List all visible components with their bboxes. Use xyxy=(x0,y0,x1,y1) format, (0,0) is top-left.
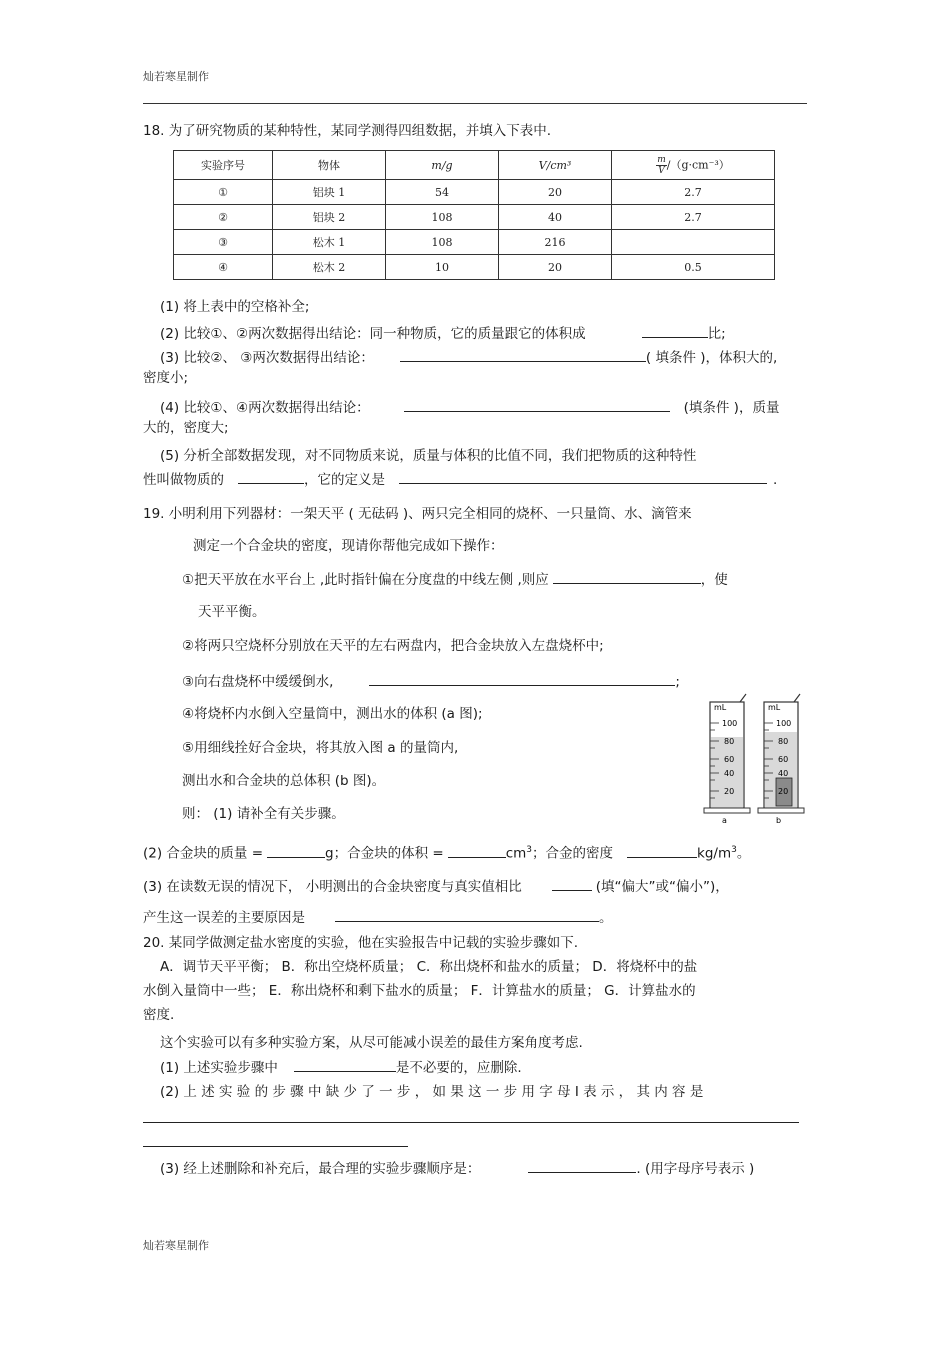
svg-text:20: 20 xyxy=(778,787,789,796)
table-row: ② 铝块 2 108 40 2.7 xyxy=(174,205,775,230)
answer-blank[interactable] xyxy=(238,469,304,484)
q18-part2: (2) 比较①、②两次数据得出结论：同一种物质，它的质量跟它的体积成 比; xyxy=(160,323,726,343)
q18-part5: (5) 分析全部数据发现，对不同物质来说，质量与体积的比值不同，我们把物质的这种特性 xyxy=(160,448,697,464)
answer-blank[interactable] xyxy=(627,843,697,858)
figure-label-a: a xyxy=(722,816,727,825)
answer-blank[interactable] xyxy=(267,843,325,858)
graduated-cylinders-figure xyxy=(700,690,808,825)
page-footer: 灿若寒星制作 xyxy=(143,1239,209,1252)
cylinder-a xyxy=(704,694,750,825)
q19-part2: (2) 合金块的质量 = g；合金块的体积 = $cm^3$；合金的密度 $kg/m^3$。 xyxy=(143,841,750,863)
answer-blank[interactable] xyxy=(404,397,670,412)
answer-blank[interactable] xyxy=(294,1057,396,1072)
svg-text:60: 60 xyxy=(724,755,735,764)
svg-text:mL: mL xyxy=(768,703,781,712)
q19-intro: 19. 小明利用下列器材：一架天平 ( 无砝码 )、两只完全相同的烧杯、一只量筒、水、滴管来 xyxy=(143,506,692,522)
svg-text:80: 80 xyxy=(724,737,735,746)
answer-line[interactable] xyxy=(143,1122,799,1123)
svg-text:40: 40 xyxy=(778,769,789,778)
header-rule xyxy=(143,103,807,104)
cylinder-b xyxy=(758,694,804,825)
q20-steps-line2: 水倒入量筒中一些； E．称出烧杯和剩下盐水的质量； F．计算盐水的质量； G．计算盐水的 xyxy=(143,983,696,999)
q19-step3: ③向右盘烧杯中缓缓倒水, ; xyxy=(182,671,680,691)
q18-part3: (3) 比较②、 ③两次数据得出结论： ( 填条件 )，体积大的, xyxy=(160,347,777,367)
answer-blank[interactable] xyxy=(528,1158,636,1173)
q20-part1: (1) 上述实验步骤中 是不必要的，应删除. xyxy=(160,1057,522,1077)
answer-blank[interactable] xyxy=(369,671,675,686)
answer-blank[interactable] xyxy=(553,569,701,584)
q19-step2: ②将两只空烧杯分别放在天平的左右两盘内，把合金块放入左盘烧杯中; xyxy=(182,638,604,654)
answer-blank[interactable] xyxy=(552,876,592,891)
q19-step1-cont: 天平平衡。 xyxy=(198,604,266,620)
q20-steps-line1: A．调节天平平衡； B．称出空烧杯质量； C．称出烧杯和盐水的质量； D．将烧杯中的盐 xyxy=(160,959,698,975)
page-header: 灿若寒星制作 xyxy=(143,70,209,83)
answer-blank[interactable] xyxy=(400,347,646,362)
q18-part5-cont: 性叫做物质的 ，它的定义是 . xyxy=(143,469,777,489)
svg-text:40: 40 xyxy=(724,769,735,778)
table-header-row xyxy=(174,151,775,180)
q19-intro-cont: 测定一个合金块的密度，现请你帮他完成如下操作： xyxy=(193,538,504,554)
answer-blank[interactable] xyxy=(335,907,599,922)
q20-part2: (2) 上 述 实 验 的 步 骤 中 缺 少 了 一 步 ， 如 果 这 一 步 用 字 母 I 表 示 ， 其 内 容 是 xyxy=(160,1084,704,1100)
q18-part4-cont: 大的，密度大; xyxy=(143,420,229,436)
q18-intro: 18. 为了研究物质的某种特性，某同学测得四组数据，并填入下表中. xyxy=(143,123,552,139)
q19-step5-cont: 测出水和合金块的总体积 (b 图)。 xyxy=(182,773,386,789)
table-row: ③ 松木 1 108 216 xyxy=(174,230,775,255)
q19-part3-cont: 产生这一误差的主要原因是 。 xyxy=(143,907,613,927)
svg-text:60: 60 xyxy=(778,755,789,764)
unit-label: mL xyxy=(714,703,727,712)
q20-intro: 20. 某同学做测定盐水密度的实验，他在实验报告中记载的实验步骤如下. xyxy=(143,935,579,951)
table-header-cell: 物体 xyxy=(273,151,386,180)
q20-steps-line3: 密度. xyxy=(143,1007,175,1023)
table-header-cell-density: $\frac{m}{V}$ /（g·cm⁻³） xyxy=(612,151,775,180)
table-row: ① 铝块 1 54 20 2.7 xyxy=(174,180,775,205)
table-header-cell: m/g xyxy=(386,151,499,180)
q19-step1: ①把天平放在水平台上 ,此时指针偏在分度盘的中线左侧 ,则应 ，使 xyxy=(182,569,728,589)
svg-text:100: 100 xyxy=(722,719,738,728)
svg-text:80: 80 xyxy=(778,737,789,746)
answer-blank[interactable] xyxy=(642,323,708,338)
q19-step4: ④将烧杯内水倒入空量筒中，测出水的体积 (a 图); xyxy=(182,706,483,722)
table-header-cell: 实验序号 xyxy=(174,151,273,180)
q18-part1: (1) 将上表中的空格补全; xyxy=(160,299,310,315)
q20-part3: (3) 经上述删除和补充后，最合理的实验步骤顺序是： . (用字母序号表示 ) xyxy=(160,1158,754,1178)
q19-instruction: 则： (1) 请补全有关步骤。 xyxy=(182,806,345,822)
q18-part3-cont: 密度小; xyxy=(143,370,189,386)
answer-blank[interactable] xyxy=(448,843,506,858)
answer-line[interactable] xyxy=(143,1146,408,1147)
density-fraction: $\frac{m}{V}$ xyxy=(657,154,666,176)
q19-part3: (3) 在读数无误的情况下， 小明测出的合金块密度与真实值相比 (填“偏大”或“偏小”)， xyxy=(143,876,729,896)
figure-label-b: b xyxy=(776,816,782,825)
q18-part4: (4) 比较①、④两次数据得出结论： (填条件 )，质量 xyxy=(160,397,779,417)
table-header-cell: V/cm³ xyxy=(499,151,612,180)
q18-data-table xyxy=(173,150,775,280)
q19-step5: ⑤用细线拴好合金块，将其放入图 a 的量筒内, xyxy=(182,740,459,756)
answer-blank[interactable] xyxy=(399,469,767,484)
svg-text:100: 100 xyxy=(776,719,792,728)
q20-note: 这个实验可以有多种实验方案，从尽可能减小误差的最佳方案角度考虑. xyxy=(160,1035,583,1051)
svg-text:20: 20 xyxy=(724,787,735,796)
table-row: ④ 松木 2 10 20 0.5 xyxy=(174,255,775,280)
